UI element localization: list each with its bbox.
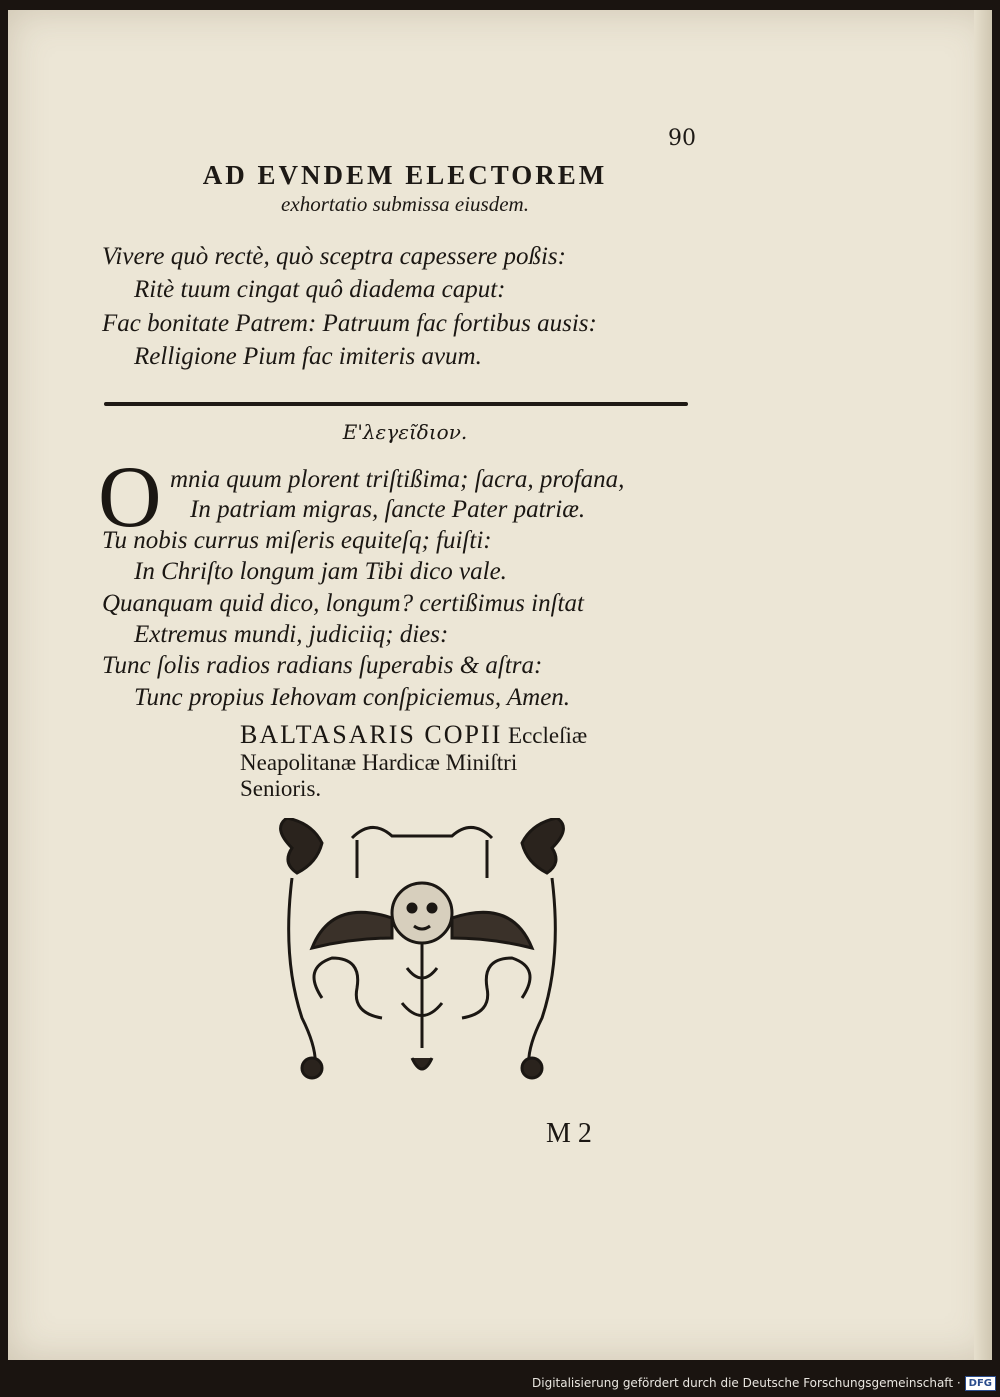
signature-mark: M 2 bbox=[546, 1118, 592, 1149]
signature-line-3: Senioris. bbox=[240, 776, 322, 801]
signature-title-part: Eccleſiæ bbox=[502, 723, 588, 748]
verse-line: Fac bonitate Patrem: Patruum fac fortibus ausis: bbox=[102, 310, 597, 337]
verse-line: Tunc ſolis radios radians ſuperabis & aſtra: bbox=[102, 652, 543, 679]
verse-line: mnia quum plorent triſtißima; ſacra, profana, bbox=[170, 466, 625, 493]
digitization-footer bbox=[532, 1372, 996, 1394]
verse-line: Quanquam quid dico, longum? certißimus inſtat bbox=[102, 590, 584, 617]
section-heading: Ε'λεγεῖδιον. bbox=[342, 420, 468, 444]
verse-line: Vivere quò rectè, quò sceptra capessere poßis: bbox=[102, 243, 566, 270]
verse-line: In Chriſto longum jam Tibi dico vale. bbox=[134, 558, 507, 585]
footer-text: Digitalisierung gefördert durch die Deutsche Forschungsgemeinschaft · bbox=[532, 1376, 961, 1390]
signature-line-1 bbox=[240, 720, 710, 750]
verse-line: Extremus mundi, judiciiq; dies: bbox=[134, 621, 449, 648]
verse-line: Ritè tuum cingat quô diadema caput: bbox=[134, 276, 506, 303]
divider-rule bbox=[104, 402, 688, 406]
verse-line: Tu nobis currus miſeris equiteſq; fuiſti: bbox=[102, 527, 492, 554]
signature-line-2: Neapolitanæ Hardicæ Miniſtri bbox=[240, 750, 518, 775]
dfg-logo-icon: DFG bbox=[965, 1376, 996, 1391]
page-subtitle: exhortatio submissa eiusdem. bbox=[281, 192, 529, 216]
woodcut-ornament bbox=[262, 818, 582, 1088]
drop-cap-initial: O bbox=[98, 449, 162, 546]
verse-line: Relligione Pium fac imiteris avum. bbox=[134, 343, 482, 370]
page-title: AD EVNDEM ELECTOREM bbox=[202, 160, 608, 190]
author-name: BALTASARIS COPII bbox=[240, 720, 503, 749]
author-signature bbox=[240, 720, 710, 802]
page-edge bbox=[974, 10, 992, 1360]
verse-line: In patriam migras, ſancte Pater patriæ. bbox=[190, 496, 586, 523]
folio-number: 90 bbox=[668, 126, 696, 151]
verse-line: Tunc propius Iehovam conſpiciemus, Amen. bbox=[134, 684, 571, 711]
